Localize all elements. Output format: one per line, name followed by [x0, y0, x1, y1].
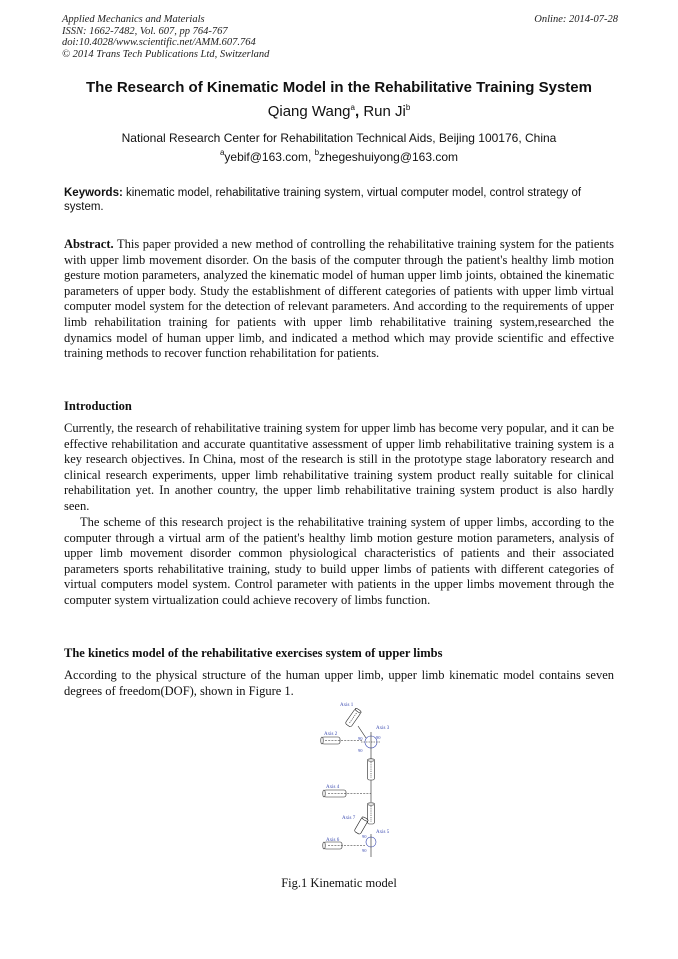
joint-cylinder-vertical	[368, 759, 375, 780]
email-address: yebif@163.com,	[224, 150, 315, 164]
author-superscript: b	[405, 103, 411, 112]
angle-label: 90	[358, 748, 363, 753]
doi-line: doi:10.4028/www.scientific.net/AMM.607.764	[62, 37, 256, 49]
author-line	[40, 103, 638, 120]
online-date: Online: 2014-07-28	[534, 14, 618, 25]
axis-label: Axis 6	[326, 838, 340, 843]
journal-header	[62, 14, 618, 60]
angle-label: 90	[362, 848, 367, 853]
email-line	[40, 150, 638, 164]
section-heading-introduction: Introduction	[64, 399, 132, 413]
author-name: Qiang Wang	[267, 103, 351, 120]
journal-name: Applied Mechanics and Materials	[62, 14, 205, 25]
angle-label: 90	[376, 735, 381, 740]
paper-title: The Research of Kinematic Model in the Rehabilitative Training System	[86, 79, 592, 96]
paragraph: The scheme of this research project is the rehabilitative training system of upper limbs, according to the computer through a virtual arm of the patient's healthy limb motion gesture motion parameters, analysis of upper limb movement disorder common physiological characteristics of patients and their associated parameters sports rehabilitative training, study to build upper limbs of patients with different categories of virtual computers model system. Control parameter with patients in the upper limbs movement through the computer system virtualization could achieve recovery of limbs function.	[64, 515, 614, 607]
joint-cylinder-axis-7	[354, 816, 369, 834]
copyright-line: © 2014 Trans Tech Publications Ltd, Switzerland	[62, 48, 270, 60]
figure-caption: Fig.1 Kinematic model	[281, 876, 397, 890]
abstract-label: Abstract.	[64, 237, 114, 251]
kinematic-diagram	[318, 702, 392, 857]
author-superscript: a	[350, 103, 355, 112]
axis-label: Axis 1	[340, 703, 354, 708]
joint-cylinder-lower	[368, 803, 375, 824]
angle-label: 90	[362, 834, 367, 839]
joint-cylinder-axis-6	[323, 842, 365, 849]
issn-line: ISSN: 1662-7482, Vol. 607, pp 764-767	[62, 25, 228, 37]
email-superscript: a	[219, 148, 225, 157]
author-separator: ,	[354, 103, 364, 120]
angle-label: 90	[358, 736, 363, 741]
axis-label: Axis 3	[376, 726, 390, 731]
paragraph: According to the physical structure of the human upper limb, upper limb kinematic model contains seven degrees of freedom(DOF), shown in Figure 1.	[64, 668, 614, 698]
email-superscript: b	[314, 148, 320, 157]
kinematic-model-figure	[318, 702, 392, 857]
keywords-text: kinematic model, rehabilitative training system, virtual computer model, control strategy of system.	[64, 187, 582, 213]
abstract-block	[64, 237, 614, 362]
joint-cylinder-axis-1	[345, 708, 362, 728]
author-name: Run Ji	[363, 103, 406, 120]
joint-cylinder-axis-4	[323, 790, 371, 797]
section-heading-kinetics: The kinetics model of the rehabilitative exercises system of upper limbs	[64, 646, 443, 660]
keywords-label: Keywords:	[64, 187, 123, 199]
axis-label: Axis 7	[342, 816, 356, 821]
axis-label: Axis 2	[324, 732, 338, 737]
axis-label: Axis 4	[326, 785, 340, 790]
paragraph: Currently, the research of rehabilitative training system for upper limb has become very popular, and it can be effective rehabilitation and accurate quantitative assessment of upper limb rehabilitative training system is a key research objectives. In China, most of the research is still in the prototype stage laboratory research and clinical research experiments, upper limb rehabilitative training system product really suitable for clinical rehabilitation yet. In another country, the upper limb rehabilitative training system product is also hardly seen.	[64, 421, 614, 513]
axis-label: Axis 5	[376, 830, 390, 835]
affiliation: National Research Center for Rehabilitation Technical Aids, Beijing 100176, China	[121, 131, 557, 145]
abstract-text: This paper provided a new method of controlling the rehabilitative training system for the patients with upper limb movement disorder. On the basis of the computer through the patient's healthy limb motion gesture motion parameters, analyzed the kinematic model of human upper limb joints, obtained the kinematic parameters of upper body. Study the establishment of different categories of patients with upper limb virtual computer model system for the detection of relevant parameters. And according to the requirements of upper limb rehabilitation training for patients with upper limb rehabilitative training system,researched the dynamics model of human upper limb, and indicated a method which may provide scientific and effective training methods to recover function rehabilitation for patients.	[64, 237, 614, 361]
email-address: zhegeshuiyong@163.com	[319, 150, 459, 164]
keywords-block	[64, 186, 614, 214]
joint-cylinder-axis-2	[321, 737, 362, 744]
